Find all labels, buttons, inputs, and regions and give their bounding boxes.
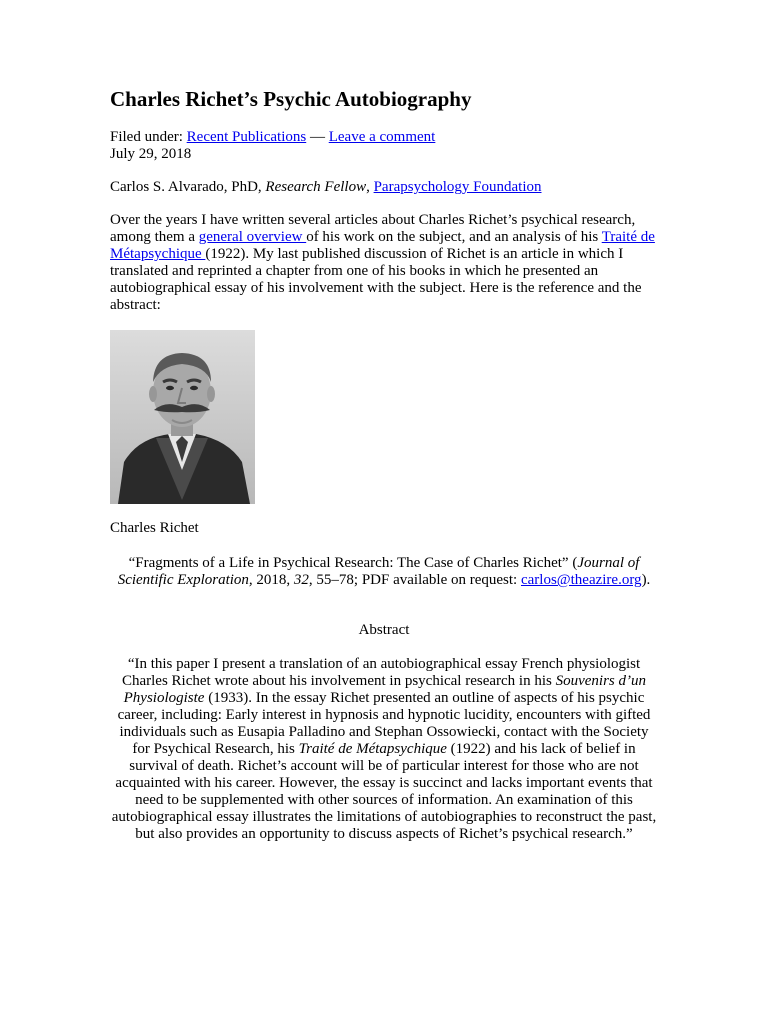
- post-meta: [110, 129, 670, 163]
- book-title: Traité de Métapsychique: [298, 741, 447, 757]
- journal-name: Journal of Scientific Exploration,: [117, 555, 640, 588]
- category-link[interactable]: Recent Publications: [186, 129, 307, 145]
- reference-text: “Fragments of a Life in Psychical Research: The Case of Charles Richet” (: [128, 555, 578, 571]
- meta-separator: —: [306, 129, 329, 145]
- richet-portrait: [110, 330, 255, 504]
- byline-comma: ,: [366, 179, 374, 195]
- leave-comment-link[interactable]: Leave a comment: [328, 129, 436, 145]
- abstract-text: (1922) and his lack of belief in survival of death. Richet’s account will be of particular interest for those who are not acquainted with his career. However, the essay is succinct and lacks important events that need to be supplemented with other sources of information. An examination of this autobiographical essay illustrates the limitations of autobiographies to reconstruct the past, but also provides an opportunity to discuss aspects of Richet’s psychical research.”: [111, 741, 657, 842]
- abstract-body: [110, 656, 658, 843]
- traite-link[interactable]: Traité de Métapsychique: [110, 229, 655, 262]
- intro-paragraph: [110, 212, 666, 314]
- reference-text: , 55–78; PDF available on request:: [308, 572, 521, 588]
- reference-text: 2018,: [252, 572, 294, 588]
- abstract-heading: Abstract: [358, 622, 410, 638]
- post-date: July 29, 2018: [110, 146, 192, 162]
- filed-under-line: [110, 129, 670, 146]
- abstract-text: “In this paper I present a translation of an autobiographical essay French physiologist Charles Richet wrote about his involvement in psychical research in his: [121, 656, 641, 689]
- intro-text: Over the years I have written several articles about Charles Richet’s psychical research, among them a: [110, 212, 636, 245]
- intro-text: (1922). My last published discussion of Richet is an article in which I translated and reprinted a chapter from one of his books in which he presented an autobiographical essay of his involvement with the subject. Here is the reference and the abstract:: [110, 246, 642, 313]
- author-name: Carlos S. Alvarado, PhD,: [110, 179, 266, 195]
- general-overview-link[interactable]: general overview: [198, 229, 307, 245]
- author-role: Research Fellow: [265, 179, 367, 195]
- post-title: Charles Richet’s Psychic Autobiography: [110, 87, 472, 111]
- photo-caption: Charles Richet: [110, 520, 199, 536]
- portrait-illustration: [110, 330, 255, 504]
- abstract-text: (1933). In the essay Richet presented an outline of aspects of his psychic career, including: Early interest in hypnosis and hypnotic lucidity, encounters with gifted individuals such as Eusapia Palladino and Stephan Ossowiecki, contact with the Society for Psychical Research, his: [117, 690, 651, 757]
- reference-citation: [110, 555, 658, 589]
- email-link[interactable]: carlos@theazire.org: [520, 572, 642, 588]
- byline: [110, 179, 670, 196]
- intro-text: of his work on the subject, and an analysis of his: [306, 229, 602, 245]
- filed-under-label: Filed under:: [110, 129, 183, 145]
- reference-text: ).: [641, 572, 651, 588]
- journal-volume: 32: [293, 572, 309, 588]
- organization-link[interactable]: Parapsychology Foundation: [373, 179, 542, 195]
- book-title: Souvenirs d’un Physiologiste: [123, 673, 647, 706]
